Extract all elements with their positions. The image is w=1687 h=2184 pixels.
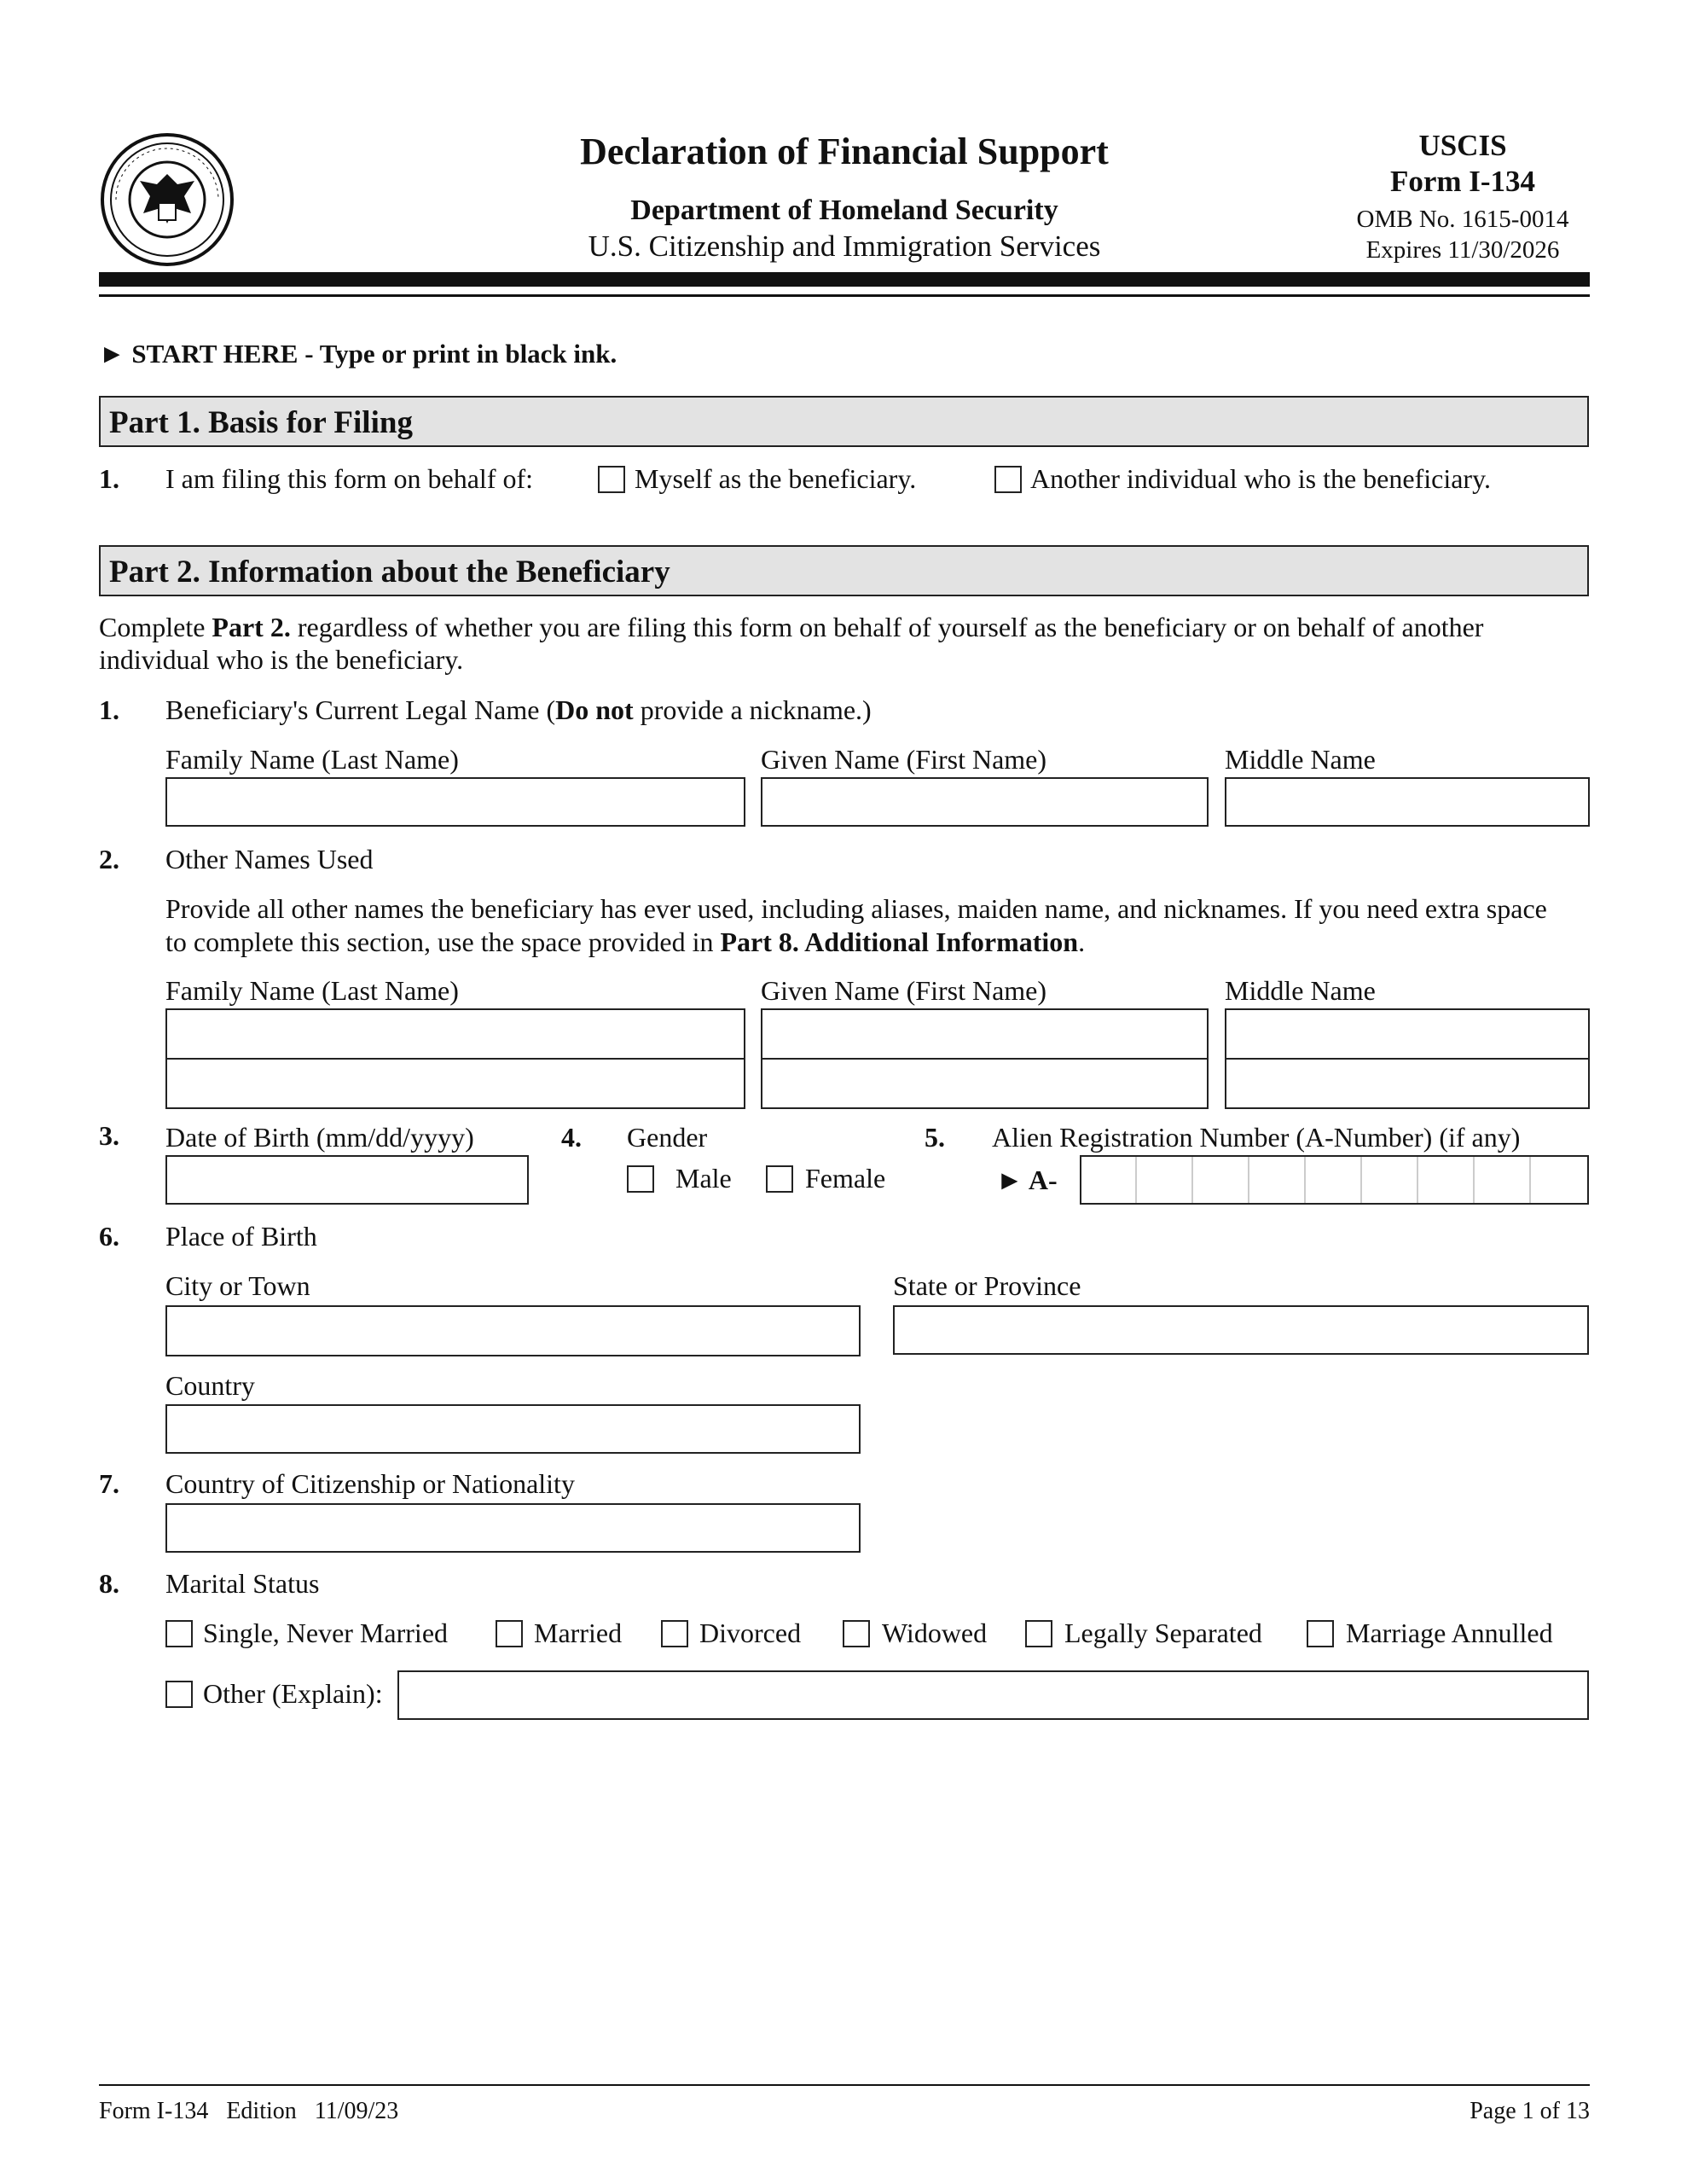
part1-header [99, 396, 1589, 447]
city-or-town-field[interactable] [165, 1305, 861, 1356]
p2-q5-number: 5. [925, 1122, 945, 1153]
marriage-annulled-label: Marriage Annulled [1346, 1618, 1553, 1648]
marital-status-label: Marital Status [165, 1568, 320, 1599]
other-middle-name-field-2[interactable] [1225, 1058, 1590, 1109]
p2-q1-label: Beneficiary's Current Legal Name (Do not provide a nickname.) [165, 694, 872, 725]
start-here-instruction: ► START HERE - Type or print in black ink. [99, 339, 617, 369]
other-explain-field[interactable] [397, 1670, 1589, 1720]
country-label: Country [165, 1370, 255, 1401]
given-name-field[interactable] [761, 777, 1209, 827]
a-number-digit-dividers [1081, 1157, 1587, 1203]
date-of-birth-field[interactable] [165, 1155, 529, 1205]
footer-rule [99, 2084, 1590, 2086]
p1-q1-label: I am filing this form on behalf of: [165, 463, 534, 494]
p2-q2-label: Other Names Used [165, 844, 374, 874]
agency-name: U.S. Citizenship and Immigration Services [588, 229, 1101, 263]
checkbox-marriage-annulled[interactable] [1307, 1620, 1334, 1647]
state-or-province-field[interactable] [893, 1305, 1589, 1355]
checkbox-female[interactable] [766, 1165, 793, 1193]
dhs-seal-logo [99, 131, 235, 268]
p2-q2-number: 2. [99, 844, 119, 874]
family-name-field[interactable] [165, 777, 745, 827]
p1-q1-number: 1. [99, 463, 119, 494]
p2-q4-number: 4. [561, 1122, 582, 1153]
legally-separated-label: Legally Separated [1064, 1618, 1262, 1648]
date-of-birth-label: Date of Birth (mm/dd/yyyy) [165, 1122, 474, 1153]
p2-q6-number: 6. [99, 1221, 119, 1252]
checkbox-male[interactable] [627, 1165, 654, 1193]
other-middle-name-field-1[interactable] [1225, 1008, 1590, 1060]
p2-q2-instructions-line2: to complete this section, use the space provided in Part 8. Additional Information. [165, 926, 1086, 957]
checkbox-divorced[interactable] [661, 1620, 688, 1647]
form-number: Form I-134 [1389, 165, 1536, 198]
part1-title: Part 1. Basis for Filing [109, 405, 413, 440]
middle-name-label: Middle Name [1225, 744, 1376, 775]
female-label: Female [805, 1163, 886, 1194]
other-family-name-field-2[interactable] [165, 1058, 745, 1109]
city-or-town-label: City or Town [165, 1270, 310, 1301]
married-label: Married [534, 1618, 623, 1648]
p2-q1-number: 1. [99, 694, 119, 725]
other-explain-label: Other (Explain): [203, 1678, 383, 1709]
department-name: Department of Homeland Security [630, 195, 1058, 226]
p2-q8-number: 8. [99, 1568, 119, 1599]
other-given-name-field-2[interactable] [761, 1058, 1209, 1109]
form-title: Declaration of Financial Support [580, 131, 1109, 172]
state-or-province-label: State or Province [893, 1270, 1081, 1301]
p2-q2-instructions-line1: Provide all other names the beneficiary has ever used, including aliases, maiden name, and nicknames. If you need extra space [165, 893, 1547, 924]
middle-name-field[interactable] [1225, 777, 1590, 827]
other-family-name-label: Family Name (Last Name) [165, 975, 459, 1006]
other-family-name-field-1[interactable] [165, 1008, 745, 1060]
a-number-prefix: ► A- [996, 1165, 1058, 1195]
omb-number: OMB No. 1615-0014 [1356, 206, 1569, 233]
place-of-birth-label: Place of Birth [165, 1221, 317, 1252]
checkbox-other[interactable] [165, 1681, 193, 1708]
checkbox-another-individual[interactable] [994, 466, 1022, 493]
checkbox-married[interactable] [496, 1620, 523, 1647]
male-label: Male [675, 1163, 732, 1194]
footer-page-number: Page 1 of 13 [1470, 2098, 1590, 2124]
header-rule-thin [99, 294, 1590, 297]
gender-label: Gender [627, 1122, 708, 1153]
widowed-label: Widowed [882, 1618, 988, 1648]
divorced-label: Divorced [699, 1618, 802, 1648]
p2-q7-number: 7. [99, 1468, 119, 1499]
checkbox-widowed[interactable] [843, 1620, 870, 1647]
uscis-label: USCIS [1418, 129, 1507, 162]
other-given-name-field-1[interactable] [761, 1008, 1209, 1060]
other-middle-name-label: Middle Name [1225, 975, 1376, 1006]
header-rule-thick [99, 272, 1590, 287]
citizenship-label: Country of Citizenship or Nationality [165, 1468, 575, 1499]
expiration-date: Expires 11/30/2026 [1365, 236, 1560, 264]
single-label: Single, Never Married [203, 1618, 449, 1648]
p2-q3-number: 3. [99, 1120, 119, 1151]
other-given-name-label: Given Name (First Name) [761, 975, 1047, 1006]
checkbox-single[interactable] [165, 1620, 193, 1647]
footer-edition: Form I-134 Edition 11/09/23 [99, 2098, 399, 2124]
checkbox-legally-separated[interactable] [1025, 1620, 1052, 1647]
country-of-birth-field[interactable] [165, 1404, 861, 1454]
family-name-label: Family Name (Last Name) [165, 744, 459, 775]
checkbox-myself[interactable] [598, 466, 625, 493]
option-myself-label: Myself as the beneficiary. [635, 463, 917, 494]
a-number-label: Alien Registration Number (A-Number) (if any) [992, 1122, 1521, 1153]
citizenship-field[interactable] [165, 1503, 861, 1553]
part2-header [99, 545, 1589, 596]
part2-title: Part 2. Information about the Beneficiary [109, 555, 670, 590]
a-number-field[interactable] [1080, 1155, 1589, 1205]
given-name-label: Given Name (First Name) [761, 744, 1047, 775]
option-another-label: Another individual who is the beneficiary. [1030, 463, 1491, 494]
part2-intro-line2: individual who is the beneficiary. [99, 644, 464, 675]
part2-intro-line1: Complete Part 2. regardless of whether you are filing this form on behalf of yourself as the beneficiary or on behalf of another [99, 612, 1484, 642]
